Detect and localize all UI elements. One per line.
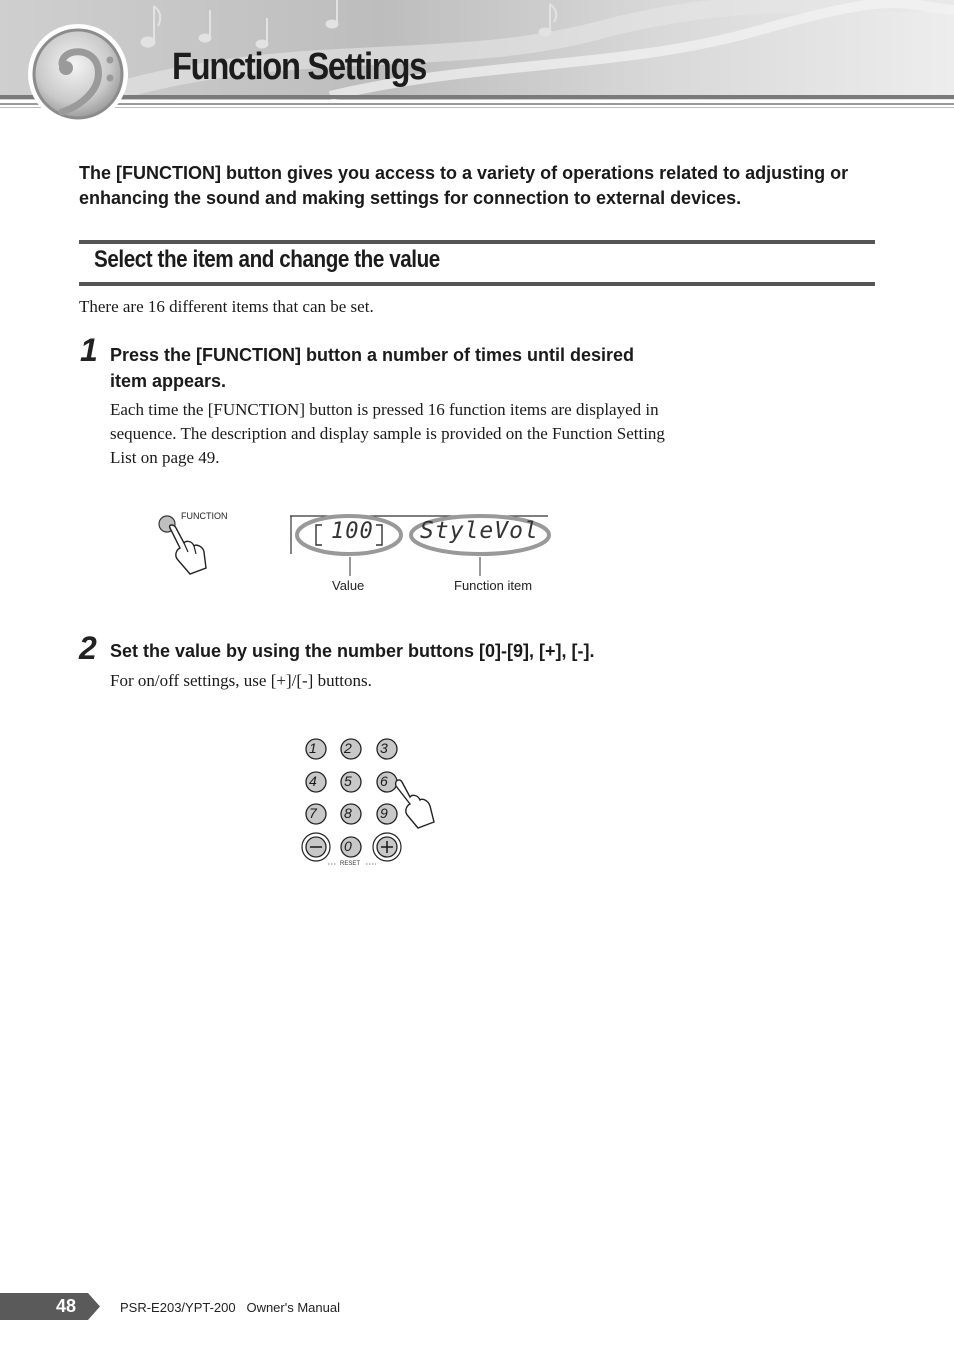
key-5: 5	[344, 773, 352, 789]
bass-clef-logo-icon	[22, 24, 130, 120]
number-keypad	[296, 734, 446, 874]
page-title: Function Settings	[172, 46, 427, 88]
function-button-label: FUNCTION	[181, 511, 228, 521]
reset-label: RESET	[340, 861, 361, 867]
key-0: 0	[344, 838, 352, 854]
display-function-item: StyleVol	[420, 518, 539, 544]
step-body: For on/off settings, use [+]/[-] buttons.	[110, 671, 372, 690]
step-number: 1	[80, 332, 98, 368]
music-notes-decoration	[0, 0, 954, 100]
step-title: Press the [FUNCTION] button a number of times until desired item appears.	[110, 345, 635, 391]
section-rule-bottom	[79, 282, 875, 286]
label-function-item: Function item	[454, 578, 533, 593]
header-rule	[0, 107, 954, 108]
section-text: There are 16 different items that can be set.	[79, 297, 374, 316]
header-rule	[0, 95, 954, 99]
key-2: 2	[344, 740, 352, 756]
step-body: Each time the [FUNCTION] button is pressed 16 function items are displayed in sequence. The description and display sample is provided on the Function Setting List on page 49.	[110, 400, 665, 467]
step-title: Set the value by using the number buttons [0]-[9], [+], [-].	[110, 641, 595, 661]
key-8: 8	[344, 805, 352, 821]
key-3: 3	[380, 740, 388, 756]
key-4: 4	[309, 773, 317, 789]
label-value: Value	[332, 578, 365, 593]
key-6: 6	[380, 773, 388, 789]
header-band	[0, 0, 954, 100]
intro-paragraph: The [FUNCTION] button gives you access to a variety of operations related to adjusting or enhancing the sound and making settings for connection to external devices.	[79, 163, 849, 208]
header-rule	[0, 103, 954, 105]
key-9: 9	[380, 805, 388, 821]
section-heading: Select the item and change the value	[94, 246, 440, 273]
page-number-tab	[0, 1293, 100, 1320]
page-number: 48	[56, 1296, 77, 1316]
display-value: 100	[331, 519, 374, 544]
key-1: 1	[309, 740, 317, 756]
step-number: 2	[79, 630, 97, 666]
section-rule-top	[79, 240, 875, 244]
manual-title: PSR-E203/YPT-200 Owner's Manual	[120, 1300, 340, 1315]
key-7: 7	[309, 805, 317, 821]
